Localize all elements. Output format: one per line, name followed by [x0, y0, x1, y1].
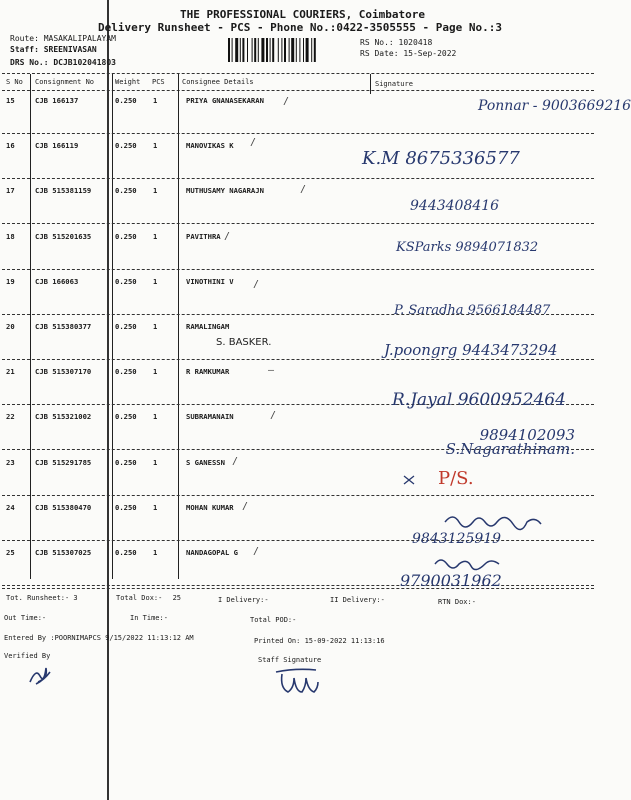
col-pcs: PCS — [152, 78, 165, 86]
row-weight: 0.250 — [115, 277, 137, 286]
row-sno: 25 — [6, 548, 15, 557]
handwriting-r19-20: P. Saradha 9566184487 — [394, 303, 551, 318]
in-time: In Time:- — [130, 614, 168, 622]
tick-mark: / — [270, 410, 277, 421]
row-rule — [2, 359, 594, 360]
rs-no-value: 1020418 — [398, 38, 433, 47]
row-pcs: 1 — [153, 322, 158, 331]
rtn-dox: RTN Dox:- — [438, 598, 476, 606]
scan-line — [107, 0, 109, 800]
row-pcs: 1 — [153, 503, 158, 512]
barcode-bar — [299, 38, 300, 62]
drs-row — [10, 58, 116, 67]
tot-runsheet: Tot. Runsheet:- 3 — [6, 594, 78, 602]
handwriting-r20-sig: J.poongrg 9443473294 — [384, 341, 558, 359]
entered-by: Entered By :POORNIMAPCS 9/15/2022 11:13:12 AM — [4, 634, 194, 642]
row-weight: 0.250 — [115, 232, 137, 241]
row-pcs: 1 — [153, 232, 158, 241]
row-consignee: PAVITHRA — [186, 232, 221, 241]
row-pcs: 1 — [153, 458, 158, 467]
barcode-bar — [281, 38, 282, 62]
route-row — [10, 34, 116, 43]
tick-mark: / — [232, 456, 239, 467]
rs-date-value: 15-Sep-2022 — [403, 49, 457, 58]
col-divider — [30, 74, 31, 579]
row-rule — [2, 540, 594, 541]
tick-mark: / — [253, 279, 260, 290]
row-consignment: CJB 515321002 — [35, 412, 92, 421]
row-consignee: MANOVIKAS K — [186, 141, 234, 150]
row-pcs: 1 — [153, 141, 158, 150]
barcode-bar — [228, 38, 230, 62]
total-pod: Total POD:- — [250, 616, 297, 624]
drs-value: DCJB102041803 — [53, 58, 116, 67]
handwriting-r21: R.Jayal 9600952464 — [392, 390, 566, 410]
barcode-bar — [247, 38, 248, 62]
barcode-bar — [270, 38, 271, 62]
col-divider — [178, 74, 179, 579]
row-consignee: PRIYA GNANASEKARAN — [186, 96, 264, 105]
ii-delivery: II Delivery:- — [330, 596, 385, 604]
row-pcs: 1 — [153, 96, 158, 105]
staff-value: SREENIVASAN — [43, 45, 97, 54]
row-consignment: CJB 166063 — [35, 277, 79, 286]
tick-mark: / — [250, 137, 257, 148]
staff-row — [10, 45, 97, 54]
row-consignee: VINOTHINI V — [186, 277, 234, 286]
col-sno: S No — [6, 78, 23, 86]
barcode-bar — [311, 38, 312, 62]
row-rule — [2, 133, 594, 134]
row-pcs: 1 — [153, 412, 158, 421]
row-consignee: R RAMKUMAR — [186, 367, 230, 376]
col-consignment: Consignment No — [35, 78, 95, 86]
row-weight: 0.250 — [115, 186, 137, 195]
runsheet-subtitle: Delivery Runsheet - PCS - Phone No.:0422-3505555 - Page No.:3 — [98, 21, 502, 34]
row-sno: 16 — [6, 141, 15, 150]
row-consignment: CJB 166119 — [35, 141, 79, 150]
barcode-bar — [284, 38, 286, 62]
row-pcs: 1 — [153, 548, 158, 557]
verified-by: Verified By — [4, 652, 51, 660]
row-sno: 23 — [6, 458, 15, 467]
row-consignee: S GANESSN — [186, 458, 225, 467]
barcode-bar — [252, 38, 253, 62]
row-consignment: CJB 515201635 — [35, 232, 92, 241]
row-weight: 0.250 — [115, 458, 137, 467]
handwriting-r15: Ponnar - 9003669216 — [478, 98, 631, 114]
row-pcs: 1 — [153, 186, 158, 195]
barcode-bar — [254, 38, 256, 62]
tick-mark: / — [300, 184, 307, 195]
col-weight: Weight — [115, 78, 141, 86]
rs-date-label: RS Date: — [360, 49, 399, 58]
row-weight: 0.250 — [115, 412, 137, 421]
row-sno: 17 — [6, 186, 15, 195]
row-consignment: CJB 515380377 — [35, 322, 92, 331]
barcode-bar — [303, 38, 304, 62]
barcode-bar — [242, 38, 244, 62]
total-dox-value: 25 — [172, 594, 182, 602]
row-consignee: RAMALINGAM — [186, 322, 230, 331]
barcode-bar — [235, 38, 238, 62]
tick-mark: — — [268, 365, 275, 376]
row-weight: 0.250 — [115, 503, 137, 512]
handwriting-r16: K.M 8675336577 — [362, 148, 520, 169]
row-consignment: CJB 515291785 — [35, 458, 92, 467]
row-consignment: CJB 166137 — [35, 96, 79, 105]
staff-signature: Staff Signature — [258, 656, 322, 664]
barcode — [228, 38, 354, 62]
row-sno: 15 — [6, 96, 15, 105]
row-rule — [2, 223, 594, 224]
row-weight: 0.250 — [115, 96, 137, 105]
tick-mark: / — [224, 231, 231, 242]
barcode-bar — [314, 38, 316, 62]
mark-x — [400, 472, 420, 488]
row-sno: 18 — [6, 232, 15, 241]
handwriting-r25: 9790031962 — [400, 571, 502, 590]
row-sno: 20 — [6, 322, 15, 331]
barcode-bar — [272, 38, 274, 62]
row-weight: 0.250 — [115, 322, 137, 331]
drs-label: DRS No.: — [10, 58, 49, 67]
footer-rule — [2, 588, 594, 589]
handwriting-r23: P/S. — [438, 468, 474, 489]
col-divider — [370, 74, 371, 94]
staff-signature-mark — [272, 664, 332, 700]
out-time: Out Time:- — [4, 614, 47, 622]
row-pcs: 1 — [153, 277, 158, 286]
handwriting-r24: 9843125919 — [412, 531, 502, 547]
total-dox-label: Total Dox:- — [116, 594, 163, 602]
rs-date-row — [360, 49, 456, 58]
row-consignment: CJB 515381159 — [35, 186, 92, 195]
row-consignee: SUBRAMANAIN — [186, 412, 234, 421]
company-title: THE PROFESSIONAL COURIERS, Coimbatore — [180, 8, 426, 21]
verifier-signature — [26, 662, 56, 688]
barcode-bar — [261, 38, 264, 62]
handwriting-r22: 9894102093 S.Nagarathinam. — [445, 426, 575, 458]
total-dox-row — [116, 594, 181, 602]
row-consignment: CJB 515307025 — [35, 548, 92, 557]
row-consignee: NANDAGOPAL G — [186, 548, 238, 557]
row-consignment: CJB 515307170 — [35, 367, 92, 376]
header-top-rule — [2, 73, 594, 74]
barcode-bar — [291, 38, 294, 62]
col-consignee: Consignee Details — [182, 78, 254, 86]
staff-label: Staff: — [10, 45, 39, 54]
handwriting-r18: KSParks 9894071832 — [396, 240, 539, 255]
row-consignee: MOHAN KUMAR — [186, 503, 234, 512]
printed-on: Printed On: 15-09-2022 11:13:16 — [254, 637, 385, 645]
barcode-bar — [306, 38, 309, 62]
row-weight: 0.250 — [115, 548, 137, 557]
handwriting-r17: 9443408416 — [410, 198, 500, 214]
row-weight: 0.250 — [115, 367, 137, 376]
tamil-signature-r24 — [440, 508, 560, 532]
rs-no-label: RS No.: — [360, 38, 394, 47]
row-weight: 0.250 — [115, 141, 137, 150]
i-delivery: I Delivery:- — [218, 596, 269, 604]
barcode-bar — [266, 38, 268, 62]
col-signature: Signature — [375, 80, 413, 88]
row-rule — [2, 585, 594, 586]
barcode-bar — [296, 38, 297, 62]
row-sno: 21 — [6, 367, 15, 376]
handwriting-r20-note: S. BASKER. — [216, 337, 272, 348]
row-consignment: CJB 515380470 — [35, 503, 92, 512]
barcode-bar — [240, 38, 241, 62]
tamil-signature-r25 — [430, 552, 520, 572]
row-sno: 22 — [6, 412, 15, 421]
barcode-bar — [258, 38, 259, 62]
rs-no-row — [360, 38, 432, 47]
route-value: MASAKALIPALAYAM — [43, 34, 116, 43]
barcode-bar — [278, 38, 279, 62]
route-label: Route: — [10, 34, 39, 43]
tick-mark: / — [242, 501, 249, 512]
row-sno: 24 — [6, 503, 15, 512]
tick-mark: / — [253, 546, 260, 557]
row-sno: 19 — [6, 277, 15, 286]
row-rule — [2, 495, 594, 496]
tick-mark: / — [283, 96, 290, 107]
row-pcs: 1 — [153, 367, 158, 376]
barcode-bar — [232, 38, 233, 62]
barcode-bar — [289, 38, 290, 62]
row-rule — [2, 178, 594, 179]
row-consignee: MUTHUSAMY NAGARAJN — [186, 186, 264, 195]
col-divider — [112, 74, 113, 579]
row-rule — [2, 269, 594, 270]
header-bottom-rule — [2, 90, 594, 91]
